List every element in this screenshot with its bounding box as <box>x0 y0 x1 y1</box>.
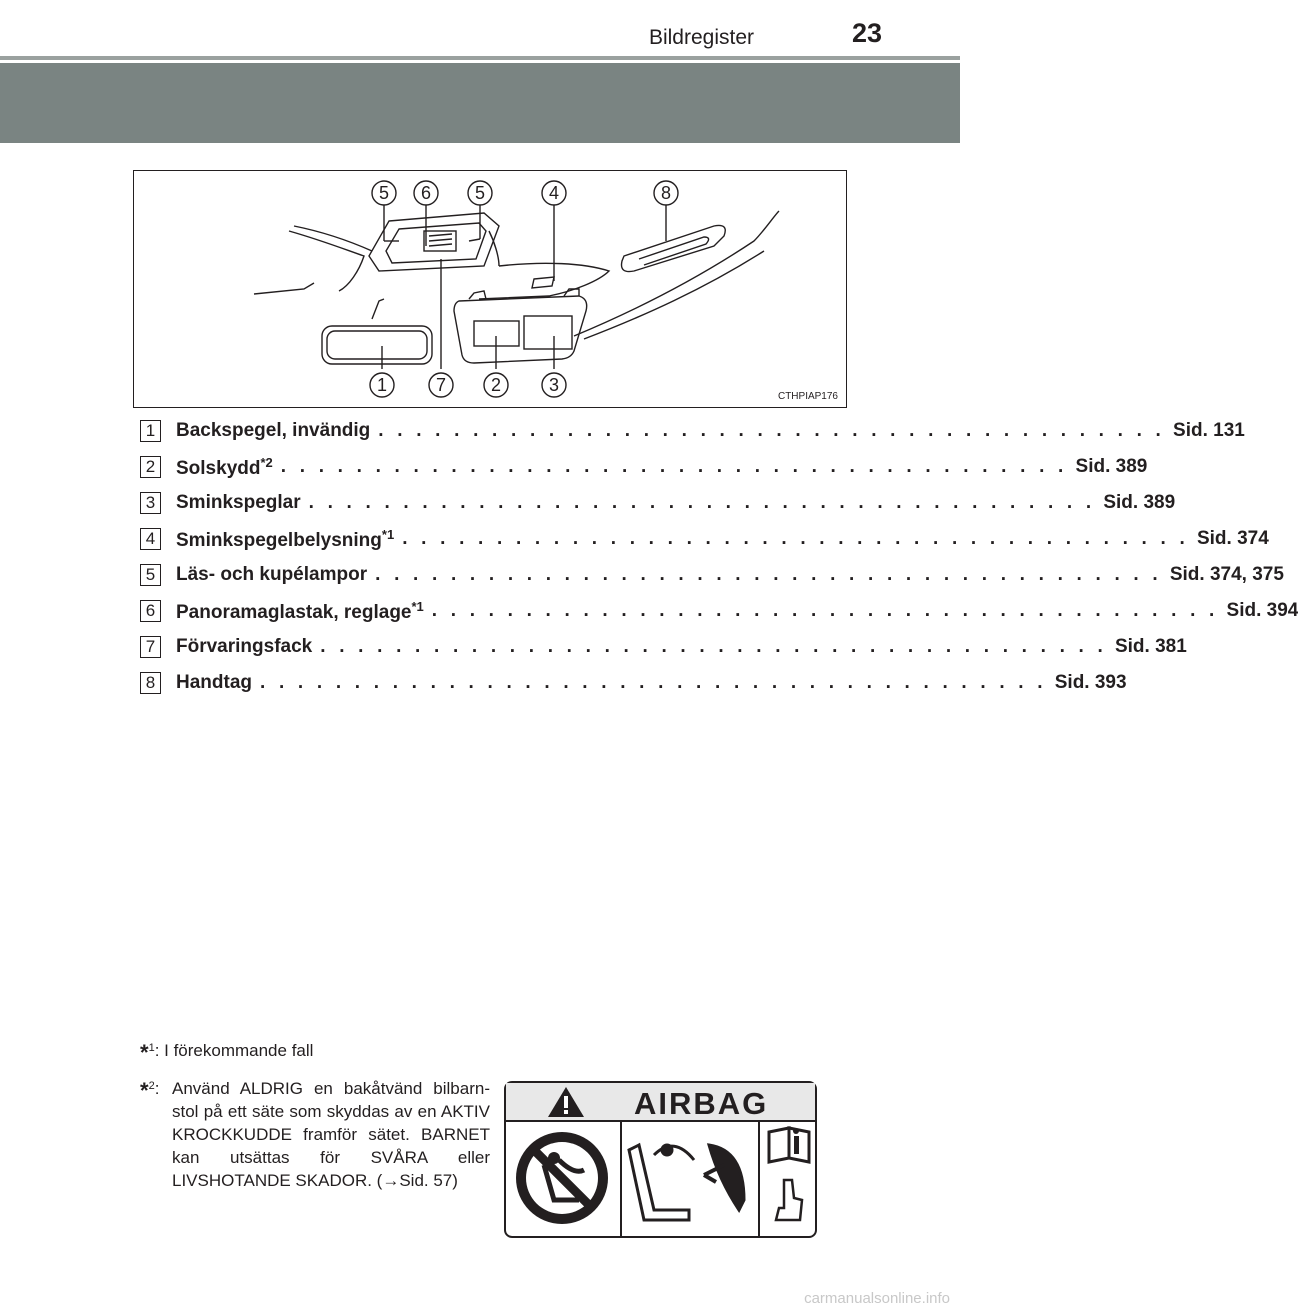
interior-ceiling-illustration <box>133 170 847 408</box>
footnote-marker: *1 <box>381 526 395 542</box>
airbag-label-header <box>506 1083 815 1122</box>
section-title: Bildregister <box>648 26 754 49</box>
callout-label: 6 <box>420 183 432 203</box>
item-number: 7 <box>140 636 161 658</box>
leader-dots: . . . . . . . . . . . . . . . . . . . . . . . . . . . . . . . . . . . . . . . . . . <box>260 672 1047 693</box>
airbag-pictograms <box>504 1120 817 1238</box>
leader-dots: . . . . . . . . . . . . . . . . . . . . . . . . . . . . . . . . . . . . . . . . . . <box>375 564 1162 585</box>
airbag-title: AIRBAG <box>634 1086 769 1121</box>
item-label: Backspegel, invändig <box>176 420 371 441</box>
figure-code: CTHPIAP176 <box>777 391 838 402</box>
warning-triangle-icon <box>546 1085 586 1119</box>
footnote-marker: *2 <box>260 454 273 470</box>
callout-label: 5 <box>378 183 390 203</box>
read-manual-icon <box>769 1128 809 1220</box>
page-reference[interactable]: Sid. 374 <box>1196 528 1269 549</box>
roof-edge-left <box>289 231 364 291</box>
grab-handle <box>622 225 726 271</box>
item-number: 5 <box>140 564 161 586</box>
header-divider <box>0 56 960 60</box>
item-label: Förvaringsfack <box>176 636 313 657</box>
list-item <box>140 557 1284 593</box>
item-label: Läs- och kupélampor <box>176 564 368 585</box>
item-label: Sminkspegelbelysning$^{*1}$ <box>176 526 395 551</box>
page-reference[interactable]: Sid. 374, 375 <box>1169 564 1284 585</box>
leader-dots: . . . . . . . . . . . . . . . . . . . . . . . . . . . . . . . . . . . . . . . . . . <box>431 600 1219 621</box>
list-item <box>140 449 1148 485</box>
leader-dots: . . . . . . . . . . . . . . . . . . . . . . . . . . . . . . . . . . . . . . . . . . <box>378 420 1166 441</box>
item-number: 3 <box>140 492 161 514</box>
page-reference[interactable]: Sid. 394 <box>1226 600 1298 621</box>
footnote-star: * <box>140 1040 149 1065</box>
item-number: 1 <box>140 420 161 442</box>
leader-dots: . . . . . . . . . . . . . . . . . . . . . . . . . . . . . . . . . . . . . . . . . . <box>280 456 1068 477</box>
footnote-marker: *1 <box>411 598 424 614</box>
header-band <box>0 63 960 143</box>
callout-label: 7 <box>435 375 447 395</box>
item-number: 6 <box>140 600 161 622</box>
callout-label: 5 <box>474 183 486 203</box>
footnote-star: * <box>140 1078 149 1103</box>
list-item <box>140 521 1269 557</box>
vanity-mirror-right <box>524 316 572 349</box>
page-reference[interactable]: Sid. 393 <box>1054 672 1127 693</box>
item-number: 4 <box>140 528 161 550</box>
item-number: 2 <box>140 456 161 478</box>
list-item <box>140 485 1176 521</box>
ceiling-drawing <box>134 171 848 409</box>
callout-label: 2 <box>490 375 502 395</box>
page-reference[interactable]: Sid. 381 <box>1114 636 1187 657</box>
footnote-2: *$^2$: Använd ALDRIG en bakåtvänd bilbarn-stol på ett säte som skyddas av en AKTIV KROCKKUDDE framför sätet. BARNET kan utsättas för SVÅRA eller LIVSHOTANDE SKADOR. (→Sid. 57) <box>140 1078 490 1190</box>
page-reference[interactable]: Sid. 389 <box>1075 456 1148 477</box>
callout-label: 8 <box>660 183 672 203</box>
component-list <box>140 413 1298 701</box>
callout-label: 4 <box>548 183 560 203</box>
airbag-deploy-icon <box>629 1145 744 1220</box>
item-number: 8 <box>140 672 161 694</box>
list-item <box>140 629 1187 665</box>
callout-label: 3 <box>548 375 560 395</box>
item-label: Panoramaglastak, reglage$^{*1}$ <box>176 598 424 623</box>
item-label: Solskydd$^{*2}$ <box>176 454 273 479</box>
footnote-number: 2 <box>148 1080 155 1092</box>
footnote-1 <box>140 1040 313 1066</box>
footnote-text: : I förekommande fall <box>154 1041 314 1060</box>
leader-dots: . . . . . . . . . . . . . . . . . . . . . . . . . . . . . . . . . . . . . . . . . . <box>320 636 1107 657</box>
leader-dots: . . . . . . . . . . . . . . . . . . . . . . . . . . . . . . . . . . . . . . . . . . <box>308 492 1096 513</box>
list-item <box>140 665 1127 701</box>
footnote-number: 1 <box>148 1042 155 1054</box>
leader-dots: . . . . . . . . . . . . . . . . . . . . . . . . . . . . . . . . . . . . . . . . . . <box>402 528 1189 549</box>
no-rear-facing-child-seat-icon <box>516 1132 608 1224</box>
rear-view-mirror <box>322 326 432 364</box>
airbag-warning-label <box>504 1081 817 1238</box>
list-item <box>140 593 1298 629</box>
page-reference[interactable]: Sid. 389 <box>1103 492 1176 513</box>
footnote-text: Använd ALDRIG en bakåtvänd bilbarn-stol på ett säte som skyddas av en AKTIV KROCKKUDDE framför sätet. BARNET kan utsättas för SVÅRA eller LIVSHOTANDE SKADOR. (→Sid. 57) <box>172 1079 490 1190</box>
page-number: 23 <box>851 18 882 48</box>
item-label: Sminkspeglar <box>176 492 301 513</box>
vanity-lamp <box>532 277 554 288</box>
list-item <box>140 413 1245 449</box>
watermark: carmanualsonline.info <box>804 1290 950 1307</box>
page-reference[interactable]: Sid. 131 <box>1173 420 1245 441</box>
callout-label: 1 <box>376 375 388 395</box>
item-label: Handtag <box>176 672 252 693</box>
page-header <box>0 0 960 52</box>
